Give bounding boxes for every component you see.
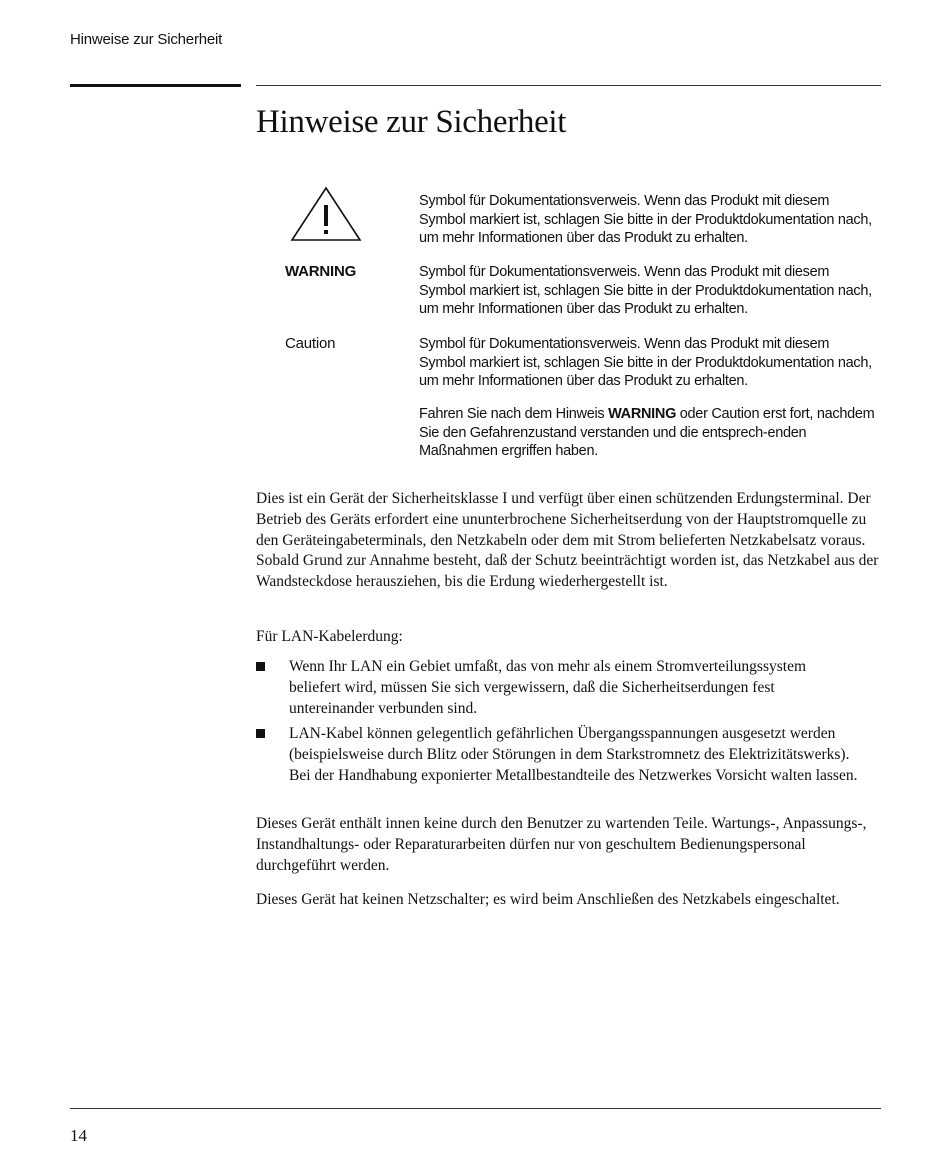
warning-label: WARNING [285, 263, 357, 280]
caution-label: Caution [285, 335, 336, 352]
list-item-text: Wenn Ihr LAN ein Gebiet umfaßt, das von mehr als einem Stromverteilungssystem beliefert wird, müssen Sie sich vergewissern, daß die Sicherheitserdungen fest untereinander verbunden sind. [289, 658, 807, 717]
symbol-description: Symbol für Dokumentationsverweis. Wenn das Produkt mit diesem Symbol markiert ist, schlagen Sie bitte in der Produktdokumentation nach, um mehr Informationen über das Produkt zu erhalten. [419, 336, 872, 389]
power-switch-paragraph: Dieses Gerät hat keinen Netzschalter; es wird beim Anschließen des Netzkabels eingeschaltet. [256, 891, 840, 908]
bullet-square-icon [256, 662, 265, 671]
bullet-square-icon [256, 729, 265, 738]
lan-grounding-intro: Für LAN-Kabelerdung: [256, 628, 403, 645]
note-text-before: Fahren Sie nach dem Hinweis [419, 406, 609, 422]
maintenance-paragraph: Dieses Gerät enthält innen keine durch den Benutzer zu wartenden Teile. Wartungs-, Anpassungs-, Instandhaltungs- oder Reparaturarbeiten dürfen nur von geschultem Bedienungspersonal durchgeführt werden. [256, 815, 867, 874]
warning-triangle-icon [290, 186, 362, 244]
footer-rule [70, 1108, 881, 1109]
safety-class-paragraph: Dies ist ein Gerät der Sicherheitsklasse I und verfügt über einen schützenden Erdungsterminal. Der Betrieb des Geräts erfordert eine ununterbrochene Sicherheitserdung von der Hauptstromquelle zu den Geräteingabeterminals, den Netzkabeln oder dem mit Strom belieferten Netzkabelsatz voraus. Sobald Grund zur Annahme besteht, daß der Schutz beeinträchtigt worden ist, das Netzkabel aus der Wandsteckdose herausziehen, bis die Erdung wiederhergestellt ist. [256, 490, 879, 591]
header-rule-thick [70, 84, 241, 87]
note-text-after: oder Caution erst fort, nachdem Sie den Gefahrenzustand verstanden und die entsprech-enden Maßnahmen ergriffen haben. [419, 406, 875, 459]
note-text-bold: WARNING [608, 406, 677, 422]
page-number: 14 [70, 1126, 87, 1145]
warning-caution-note [419, 405, 879, 461]
symbol-description: Symbol für Dokumentationsverweis. Wenn das Produkt mit diesem Symbol markiert ist, schlagen Sie bitte in der Produktdokumentation nach, um mehr Informationen über das Produkt zu erhalten. [419, 264, 872, 317]
list-item-text: LAN-Kabel können gelegentlich gefährlichen Übergangsspannungen ausgesetzt werden (beispielsweise durch Blitz oder Störungen in dem Starkstromnetz des Elektrizitätswerks). Bei der Handhabung exponierter Metallbestandteile des Netzwerkes Vorsicht walten lassen. [289, 725, 858, 784]
symbol-description: Symbol für Dokumentationsverweis. Wenn das Produkt mit diesem Symbol markiert ist, schlagen Sie bitte in der Produktdokumentation nach, um mehr Informationen über das Produkt zu erhalten. [419, 193, 872, 246]
page-title: Hinweise zur Sicherheit [256, 104, 567, 140]
running-header: Hinweise zur Sicherheit [70, 31, 223, 48]
header-rule-thin [256, 85, 881, 86]
